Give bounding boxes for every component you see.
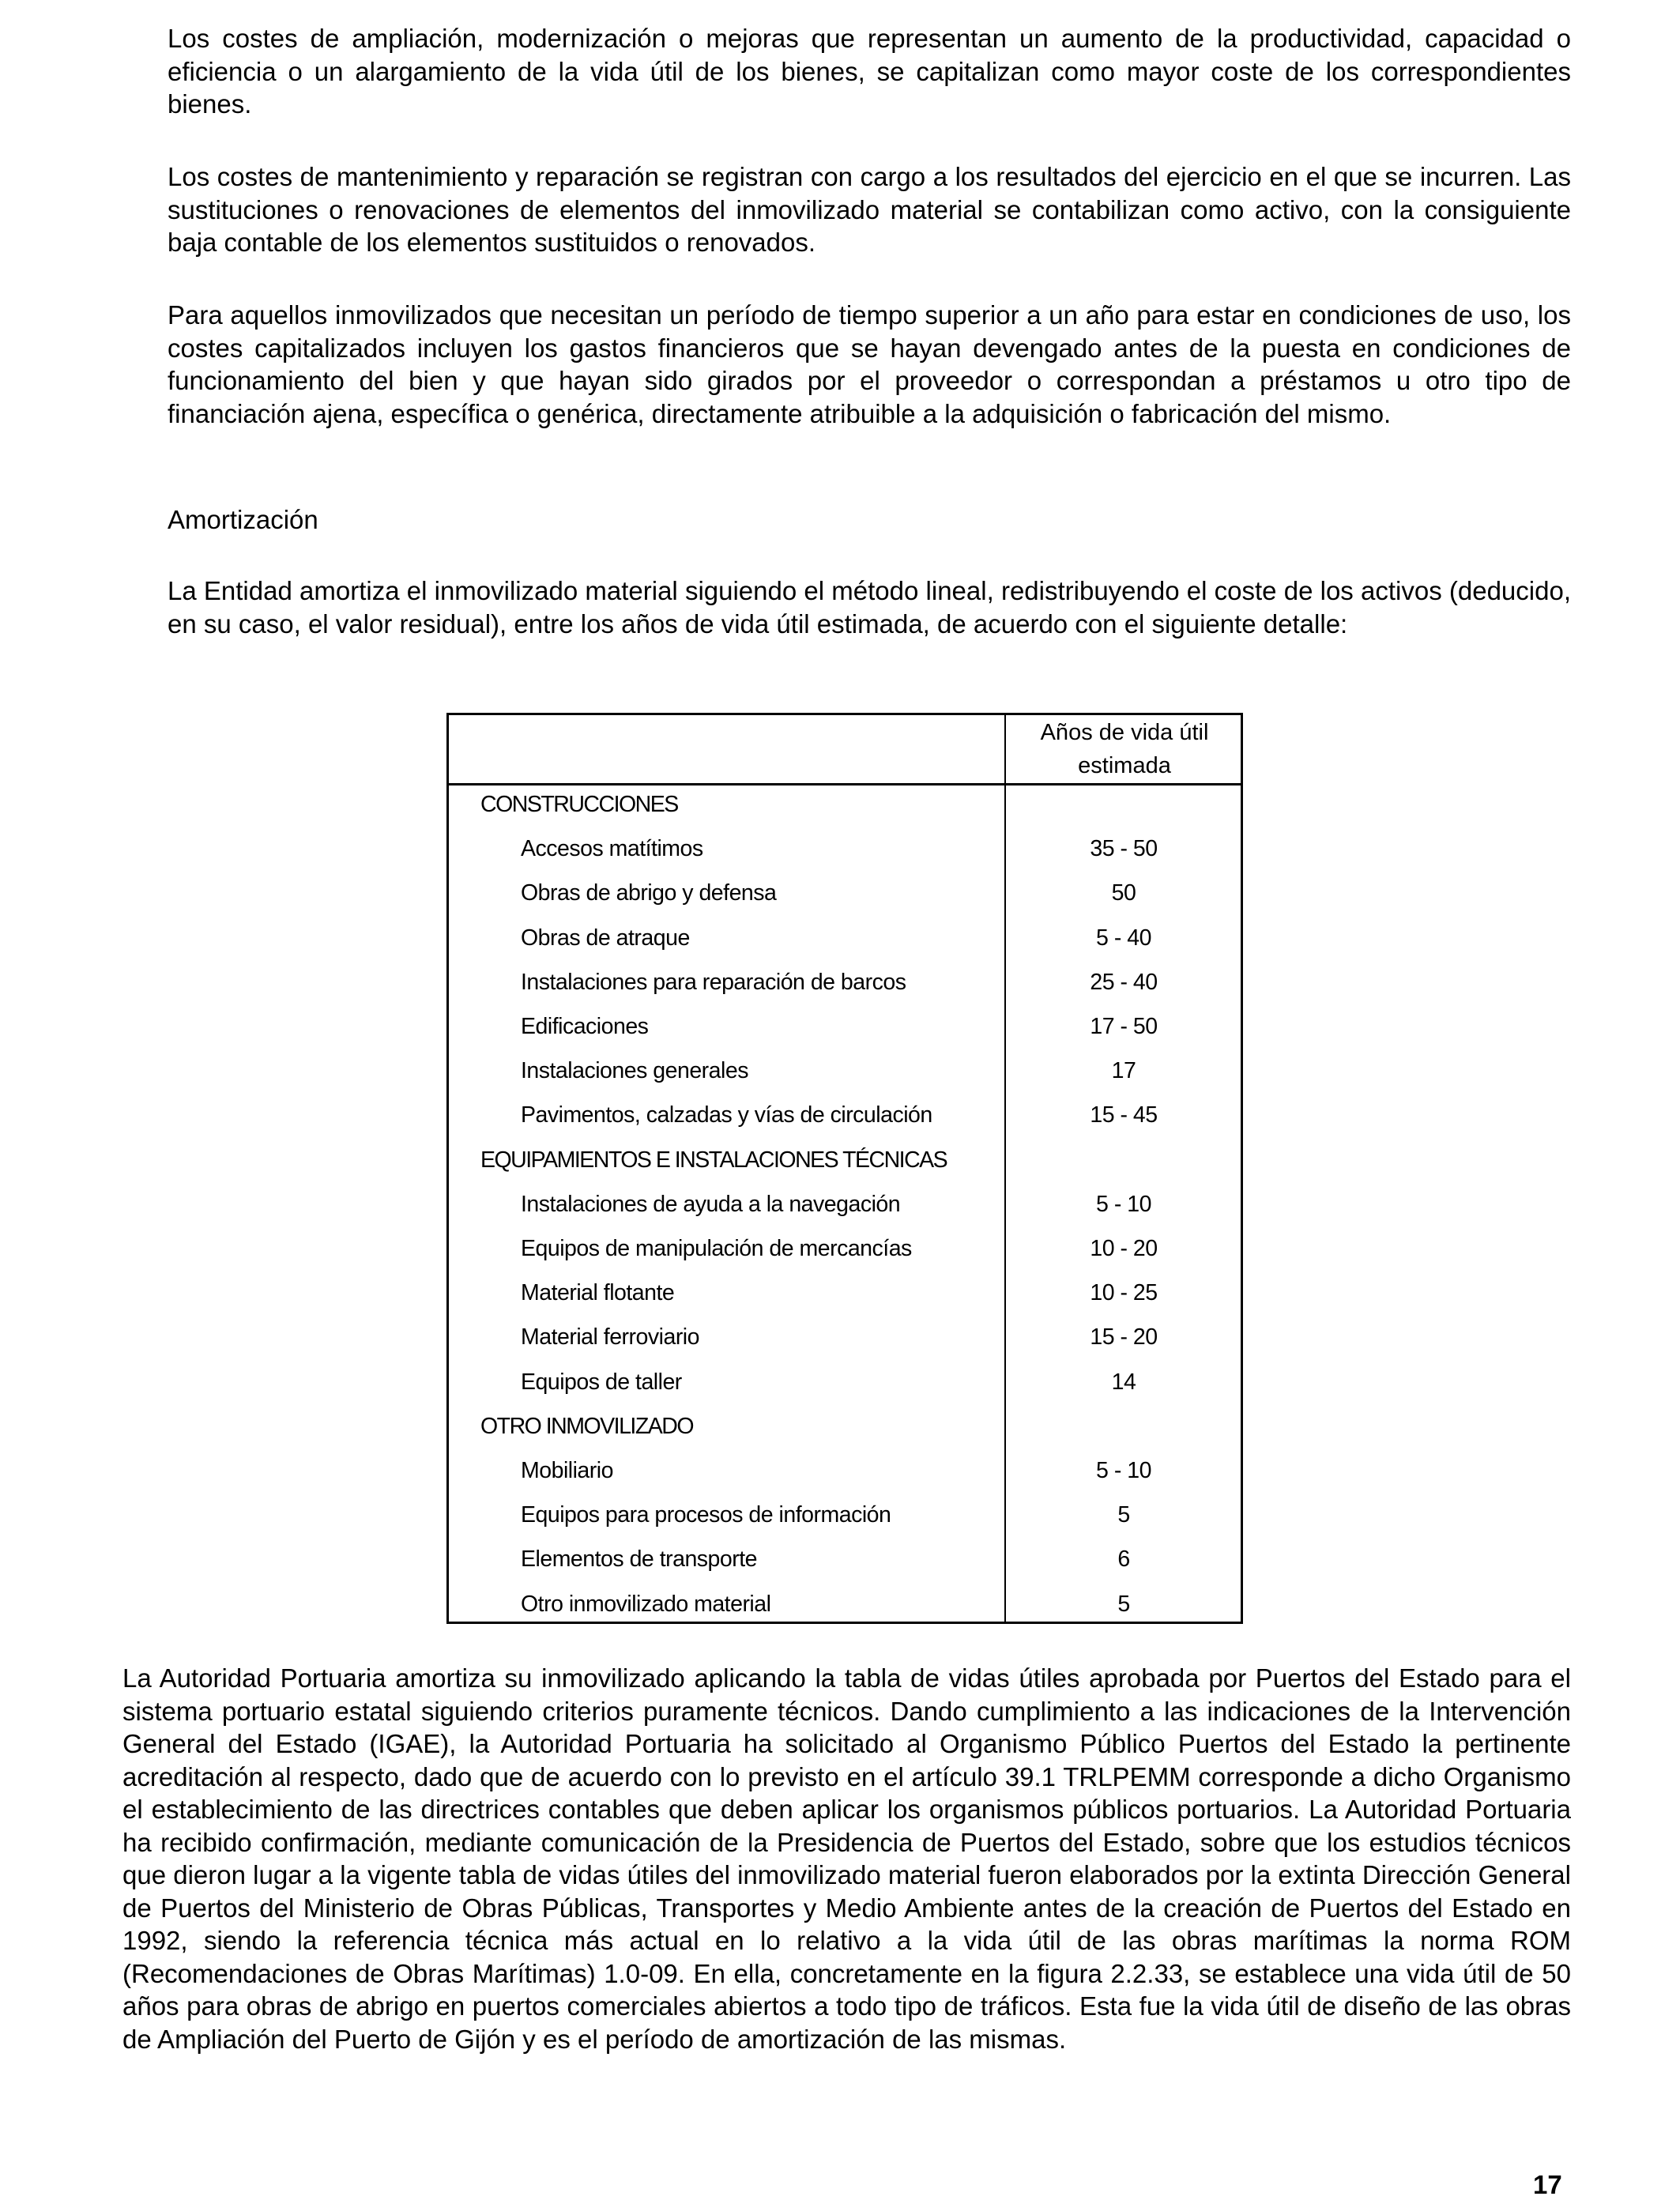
table-header-years [1004, 715, 1243, 785]
table-row-label: Instalaciones para reparación de barcos [521, 969, 906, 995]
table-row-label: Instalaciones generales [521, 1058, 748, 1084]
table-header-label: Años de vida útil estimada [1040, 720, 1209, 778]
table-row-label: Mobiliario [521, 1458, 613, 1483]
table-category-row [449, 1404, 1243, 1448]
table-row-label: Accesos matítimos [521, 836, 703, 862]
table-row-label: Equipos de manipulación de mercancías [521, 1236, 912, 1261]
table-row [449, 916, 1243, 960]
table-row-value: 5 - 40 [1096, 925, 1151, 951]
table-row-value: 25 - 40 [1090, 969, 1158, 995]
table-category-row [449, 1138, 1243, 1182]
table-row-value: 17 [1111, 1058, 1136, 1084]
table-row-label: Pavimentos, calzadas y vías de circulación [521, 1102, 932, 1128]
table-row-label: Obras de atraque [521, 925, 690, 951]
paragraph-financial-costs: Para aquellos inmovilizados que necesitan un período de tiempo superior a un año para estar en condiciones de uso, los costes capitalizados incluyen los gastos financieros que se hayan devengado antes de la puesta en condiciones de funcionamiento del bien y que hayan sido girados por el proveedor o correspondan a préstamos u otro tipo de financiación ajena, específica o genérica, directamente atribuible a la adquisición o fabricación del mismo. [168, 300, 1571, 428]
table-row [449, 1493, 1243, 1537]
table-row-value: 6 [1117, 1546, 1130, 1573]
table-row [449, 1049, 1243, 1093]
table-row-label: Material ferroviario [521, 1324, 699, 1351]
table-row [449, 1582, 1243, 1626]
paragraph-capitalization: Los costes de ampliación, modernización o mejoras que representan un aumento de la productividad, capacidad o eficiencia o un alargamiento de la vida útil de los bienes, se capitalizan como mayor coste de los correspondientes bienes. [168, 24, 1571, 119]
paragraph-port-authority: La Autoridad Portuaria amortiza su inmovilizado aplicando la tabla de vidas útiles aprobada por Puertos del Estado para el sistema portuario estatal siguiendo criterios puramente técnicos. Dando cumplimiento a las indicaciones de la Intervención General del Estado (IGAE), la Autoridad Portuaria ha solicitado al Organismo Público Puertos del Estado la pertinente acreditación al respecto, dado que de acuerdo con lo previsto en el artículo 39.1 TRLPEMM corresponde a dicho Organismo el establecimiento de las directrices contables que deben aplicar los organismos públicos portuarios. La Autoridad Portuaria ha recibido confirmación, mediante comunicación de la Presidencia de Puertos del Estado, sobre que los estudios técnicos que dieron lugar a la vigente tabla de vidas útiles del inmovilizado material fueron elaborados por la extinta Dirección General de Puertos del Ministerio de Obras Públicas, Transportes y Medio Ambiente antes de la creación de Puertos del Estado en 1992, siendo la referencia técnica más actual en lo relativo a la vida útil de las obras marítimas la norma ROM (Recomendaciones de Obras Marítimas) 1.0-09. En ella, concretamente en la figura 2.2.33, se establece una vida útil de 50 años para obras de abrigo en puertos comerciales abiertos a todo tipo de tráficos. Esta fue la vida útil de diseño de las obras de Ampliación del Puerto de Gijón y es el período de amortización de las mismas. [122, 1663, 1571, 2054]
table-row-label: Elementos de transporte [521, 1546, 758, 1573]
table-row [449, 1448, 1243, 1493]
table-row-label: Instalaciones de ayuda a la navegación [521, 1191, 901, 1217]
table-row [449, 827, 1243, 871]
table-row [449, 1271, 1243, 1315]
paragraph-amortization-method: La Entidad amortiza el inmovilizado material siguiendo el método lineal, redistribuyendo el coste de los activos (deducido, en su caso, el valor residual), entre los años de vida útil estimada, de acuerdo con el siguiente detalle: [168, 576, 1571, 639]
table-row-label: Material flotante [521, 1280, 675, 1306]
table-row [449, 1315, 1243, 1359]
table-row-value: 35 - 50 [1090, 836, 1158, 862]
table-row-label: CONSTRUCCIONES [480, 792, 678, 817]
table-header-blank [449, 715, 1004, 785]
table-row [449, 1182, 1243, 1226]
table-row-label: EQUIPAMIENTOS E INSTALACIONES TÉCNICAS [480, 1147, 947, 1173]
table-row-label: Equipos para procesos de información [521, 1502, 891, 1528]
table-row-value: 5 - 10 [1096, 1191, 1151, 1217]
table-row-value: 10 - 25 [1090, 1280, 1158, 1306]
table-category-row [449, 782, 1243, 827]
table-row-value: 5 [1117, 1502, 1130, 1528]
paragraph-maintenance: Los costes de mantenimiento y reparación se registran con cargo a los resultados del ejercicio en el que se incurren. Las sustituciones o renovaciones de elementos del inmovilizado material se contabilizan como activo, con la consiguiente baja contable de los elementos sustituidos o renovados. [168, 162, 1571, 257]
table-row-label: Equipos de taller [521, 1369, 682, 1395]
table-row-label: Otro inmovilizado material [521, 1591, 771, 1617]
table-row [449, 1226, 1243, 1271]
table-row-value: 5 - 10 [1096, 1458, 1151, 1483]
table-row-label: Edificaciones [521, 1014, 649, 1039]
table-row-value: 15 - 45 [1090, 1102, 1158, 1128]
table-row-value: 14 [1111, 1369, 1136, 1395]
useful-life-table [446, 713, 1243, 1624]
table-row [449, 1360, 1243, 1404]
table-row-value: 50 [1111, 880, 1136, 906]
table-row-label: OTRO INMOVILIZADO [480, 1413, 694, 1439]
table-row-value: 5 [1117, 1591, 1130, 1617]
section-heading-amortizacion: Amortización [168, 505, 318, 534]
table-row-value: 17 - 50 [1090, 1014, 1158, 1039]
table-row [449, 1004, 1243, 1049]
page-number: 17 [1533, 2170, 1562, 2199]
table-row-value: 15 - 20 [1090, 1324, 1158, 1351]
table-row [449, 1093, 1243, 1137]
table-row [449, 960, 1243, 1004]
table-row-label: Obras de abrigo y defensa [521, 880, 777, 906]
table-row-value: 10 - 20 [1090, 1236, 1158, 1261]
table-row [449, 871, 1243, 915]
table-row [449, 1537, 1243, 1581]
